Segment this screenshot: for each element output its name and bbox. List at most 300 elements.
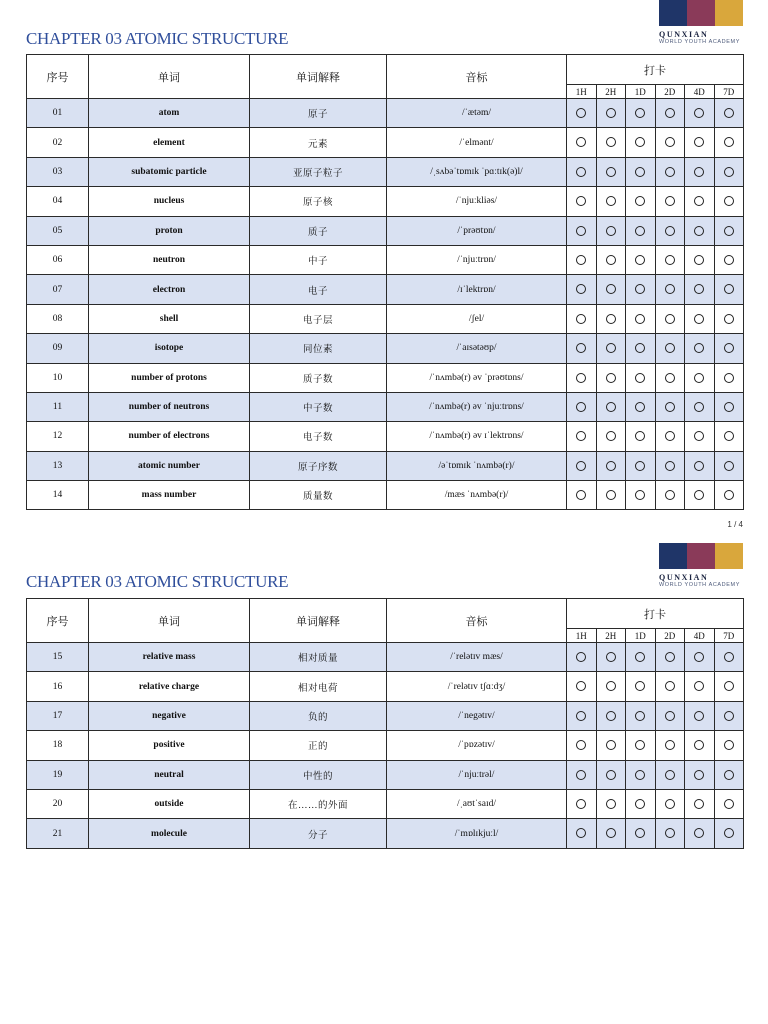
checkin-circle-icon[interactable] bbox=[724, 652, 734, 662]
row-meaning: 质量数 bbox=[250, 481, 387, 510]
checkin-circle-icon[interactable] bbox=[694, 740, 704, 750]
checkin-cell[interactable] bbox=[567, 275, 597, 304]
checkin-cell[interactable] bbox=[596, 128, 626, 157]
checkin-circle-icon[interactable] bbox=[606, 740, 616, 750]
checkin-cell[interactable] bbox=[626, 216, 656, 245]
checkin-circle-icon[interactable] bbox=[606, 828, 616, 838]
checkin-circle-icon[interactable] bbox=[606, 196, 616, 206]
checkin-cell[interactable] bbox=[714, 128, 744, 157]
checkin-circle-icon[interactable] bbox=[576, 828, 586, 838]
checkin-cell[interactable] bbox=[685, 701, 715, 730]
checkin-circle-icon[interactable] bbox=[694, 828, 704, 838]
checkin-circle-icon[interactable] bbox=[694, 314, 704, 324]
checkin-circle-icon[interactable] bbox=[694, 196, 704, 206]
checkin-cell[interactable] bbox=[626, 819, 656, 848]
checkin-cell[interactable] bbox=[626, 643, 656, 672]
checkin-cell[interactable] bbox=[596, 187, 626, 216]
checkin-circle-icon[interactable] bbox=[724, 167, 734, 177]
checkin-circle-icon[interactable] bbox=[694, 431, 704, 441]
checkin-cell[interactable] bbox=[714, 701, 744, 730]
checkin-cell[interactable] bbox=[685, 334, 715, 363]
checkin-circle-icon[interactable] bbox=[724, 284, 734, 294]
checkin-cell[interactable] bbox=[567, 392, 597, 421]
checkin-circle-icon[interactable] bbox=[694, 255, 704, 265]
checkin-cell[interactable] bbox=[596, 789, 626, 818]
checkin-circle-icon[interactable] bbox=[635, 255, 645, 265]
checkin-cell[interactable] bbox=[567, 819, 597, 848]
checkin-circle-icon[interactable] bbox=[635, 226, 645, 236]
checkin-circle-icon[interactable] bbox=[576, 740, 586, 750]
row-index: 10 bbox=[27, 363, 89, 392]
checkin-cell[interactable] bbox=[655, 245, 685, 274]
checkin-cell[interactable] bbox=[655, 731, 685, 760]
col-header-meaning: 单词解释 bbox=[250, 55, 387, 99]
checkin-circle-icon[interactable] bbox=[694, 681, 704, 691]
checkin-cell[interactable] bbox=[685, 275, 715, 304]
checkin-cell[interactable] bbox=[626, 392, 656, 421]
checkin-circle-icon[interactable] bbox=[635, 770, 645, 780]
checkin-cell[interactable] bbox=[567, 672, 597, 701]
table-row bbox=[27, 672, 744, 701]
row-word: molecule bbox=[89, 819, 250, 848]
checkin-circle-icon[interactable] bbox=[635, 828, 645, 838]
checkin-cell[interactable] bbox=[626, 334, 656, 363]
checkin-circle-icon[interactable] bbox=[635, 490, 645, 500]
checkin-circle-icon[interactable] bbox=[665, 770, 675, 780]
checkin-circle-icon[interactable] bbox=[724, 137, 734, 147]
checkin-cell[interactable] bbox=[626, 304, 656, 333]
checkin-cell[interactable] bbox=[596, 672, 626, 701]
checkin-circle-icon[interactable] bbox=[665, 196, 675, 206]
checkin-cell[interactable] bbox=[567, 643, 597, 672]
checkin-circle-icon[interactable] bbox=[576, 226, 586, 236]
checkin-cell[interactable] bbox=[685, 187, 715, 216]
checkin-cell[interactable] bbox=[596, 643, 626, 672]
checkin-circle-icon[interactable] bbox=[635, 681, 645, 691]
checkin-circle-icon[interactable] bbox=[635, 799, 645, 809]
row-word: number of electrons bbox=[89, 422, 250, 451]
checkin-cell[interactable] bbox=[626, 760, 656, 789]
checkin-cell[interactable] bbox=[655, 304, 685, 333]
checkin-circle-icon[interactable] bbox=[694, 490, 704, 500]
checkin-cell[interactable] bbox=[655, 422, 685, 451]
checkin-circle-icon[interactable] bbox=[665, 373, 675, 383]
checkin-circle-icon[interactable] bbox=[665, 461, 675, 471]
checkin-circle-icon[interactable] bbox=[606, 373, 616, 383]
checkin-circle-icon[interactable] bbox=[606, 167, 616, 177]
vocab-page-2 bbox=[0, 543, 768, 1024]
checkin-circle-icon[interactable] bbox=[635, 652, 645, 662]
checkin-circle-icon[interactable] bbox=[724, 828, 734, 838]
checkin-cell[interactable] bbox=[596, 451, 626, 480]
checkin-cell[interactable] bbox=[596, 304, 626, 333]
checkin-cell[interactable] bbox=[655, 643, 685, 672]
checkin-cell[interactable] bbox=[685, 643, 715, 672]
checkin-cell[interactable] bbox=[714, 334, 744, 363]
checkin-cell[interactable] bbox=[685, 245, 715, 274]
checkin-cell[interactable] bbox=[567, 245, 597, 274]
checkin-cell[interactable] bbox=[567, 789, 597, 818]
checkin-cell[interactable] bbox=[596, 701, 626, 730]
checkin-circle-icon[interactable] bbox=[606, 343, 616, 353]
checkin-circle-icon[interactable] bbox=[665, 652, 675, 662]
checkin-circle-icon[interactable] bbox=[635, 284, 645, 294]
row-word: isotope bbox=[89, 334, 250, 363]
checkin-cell[interactable] bbox=[596, 216, 626, 245]
checkin-cell[interactable] bbox=[596, 819, 626, 848]
checkin-circle-icon[interactable] bbox=[694, 461, 704, 471]
checkin-circle-icon[interactable] bbox=[665, 828, 675, 838]
checkin-circle-icon[interactable] bbox=[724, 373, 734, 383]
checkin-cell[interactable] bbox=[714, 672, 744, 701]
checkin-circle-icon[interactable] bbox=[724, 226, 734, 236]
row-phonetic: /mæs ˈnʌmbə(r)/ bbox=[387, 481, 567, 510]
checkin-cell[interactable] bbox=[626, 245, 656, 274]
logo-bar-navy bbox=[659, 0, 687, 26]
checkin-circle-icon[interactable] bbox=[606, 770, 616, 780]
checkin-circle-icon[interactable] bbox=[635, 431, 645, 441]
checkin-circle-icon[interactable] bbox=[576, 196, 586, 206]
checkin-cell[interactable] bbox=[714, 157, 744, 186]
checkin-circle-icon[interactable] bbox=[576, 167, 586, 177]
checkin-cell[interactable] bbox=[567, 760, 597, 789]
checkin-circle-icon[interactable] bbox=[724, 343, 734, 353]
checkin-cell[interactable] bbox=[626, 422, 656, 451]
checkin-circle-icon[interactable] bbox=[665, 490, 675, 500]
checkin-circle-icon[interactable] bbox=[576, 770, 586, 780]
checkin-circle-icon[interactable] bbox=[724, 490, 734, 500]
checkin-cell[interactable] bbox=[626, 701, 656, 730]
check-label: 2H bbox=[596, 85, 626, 99]
row-word: positive bbox=[89, 731, 250, 760]
checkin-cell[interactable] bbox=[655, 99, 685, 128]
checkin-cell[interactable] bbox=[596, 481, 626, 510]
checkin-cell[interactable] bbox=[714, 99, 744, 128]
checkin-cell[interactable] bbox=[685, 128, 715, 157]
checkin-circle-icon[interactable] bbox=[635, 343, 645, 353]
checkin-cell[interactable] bbox=[567, 363, 597, 392]
checkin-cell[interactable] bbox=[714, 731, 744, 760]
logo-bar-plum bbox=[687, 0, 715, 26]
checkin-circle-icon[interactable] bbox=[606, 461, 616, 471]
checkin-circle-icon[interactable] bbox=[606, 284, 616, 294]
checkin-cell[interactable] bbox=[655, 334, 685, 363]
checkin-cell[interactable] bbox=[567, 157, 597, 186]
checkin-circle-icon[interactable] bbox=[724, 255, 734, 265]
checkin-cell[interactable] bbox=[596, 275, 626, 304]
checkin-circle-icon[interactable] bbox=[694, 167, 704, 177]
checkin-circle-icon[interactable] bbox=[665, 284, 675, 294]
row-meaning: 中子 bbox=[250, 245, 387, 274]
checkin-circle-icon[interactable] bbox=[635, 167, 645, 177]
checkin-cell[interactable] bbox=[655, 451, 685, 480]
row-index: 05 bbox=[27, 216, 89, 245]
checkin-circle-icon[interactable] bbox=[665, 711, 675, 721]
checkin-circle-icon[interactable] bbox=[635, 740, 645, 750]
checkin-cell[interactable] bbox=[626, 481, 656, 510]
checkin-cell[interactable] bbox=[714, 481, 744, 510]
table-row bbox=[27, 422, 744, 451]
checkin-cell[interactable] bbox=[685, 672, 715, 701]
checkin-cell[interactable] bbox=[685, 216, 715, 245]
checkin-cell[interactable] bbox=[714, 819, 744, 848]
row-meaning: 质子 bbox=[250, 216, 387, 245]
checkin-cell[interactable] bbox=[596, 334, 626, 363]
check-label: 2D bbox=[655, 85, 685, 99]
checkin-cell[interactable] bbox=[655, 187, 685, 216]
checkin-cell[interactable] bbox=[567, 451, 597, 480]
checkin-circle-icon[interactable] bbox=[694, 373, 704, 383]
checkin-circle-icon[interactable] bbox=[665, 108, 675, 118]
checkin-circle-icon[interactable] bbox=[694, 652, 704, 662]
row-meaning: 原子序数 bbox=[250, 451, 387, 480]
checkin-cell[interactable] bbox=[655, 701, 685, 730]
checkin-circle-icon[interactable] bbox=[665, 137, 675, 147]
checkin-cell[interactable] bbox=[714, 304, 744, 333]
row-index: 16 bbox=[27, 672, 89, 701]
logo-color-bars bbox=[659, 0, 743, 26]
checkin-cell[interactable] bbox=[714, 760, 744, 789]
checkin-cell[interactable] bbox=[626, 157, 656, 186]
checkin-circle-icon[interactable] bbox=[576, 255, 586, 265]
checkin-circle-icon[interactable] bbox=[635, 711, 645, 721]
checkin-cell[interactable] bbox=[626, 789, 656, 818]
checkin-circle-icon[interactable] bbox=[665, 740, 675, 750]
checkin-circle-icon[interactable] bbox=[606, 799, 616, 809]
checkin-circle-icon[interactable] bbox=[724, 711, 734, 721]
table-row bbox=[27, 245, 744, 274]
checkin-circle-icon[interactable] bbox=[694, 711, 704, 721]
checkin-cell[interactable] bbox=[685, 789, 715, 818]
checkin-circle-icon[interactable] bbox=[694, 799, 704, 809]
checkin-cell[interactable] bbox=[567, 701, 597, 730]
check-label: 1H bbox=[567, 629, 597, 643]
checkin-circle-icon[interactable] bbox=[694, 108, 704, 118]
checkin-circle-icon[interactable] bbox=[606, 226, 616, 236]
checkin-circle-icon[interactable] bbox=[694, 770, 704, 780]
checkin-cell[interactable] bbox=[714, 789, 744, 818]
row-index: 21 bbox=[27, 819, 89, 848]
checkin-circle-icon[interactable] bbox=[576, 681, 586, 691]
checkin-cell[interactable] bbox=[626, 128, 656, 157]
checkin-circle-icon[interactable] bbox=[576, 343, 586, 353]
checkin-cell[interactable] bbox=[596, 731, 626, 760]
checkin-circle-icon[interactable] bbox=[576, 108, 586, 118]
checkin-circle-icon[interactable] bbox=[576, 373, 586, 383]
row-word: electron bbox=[89, 275, 250, 304]
checkin-circle-icon[interactable] bbox=[724, 402, 734, 412]
checkin-circle-icon[interactable] bbox=[576, 314, 586, 324]
checkin-circle-icon[interactable] bbox=[576, 284, 586, 294]
checkin-cell[interactable] bbox=[685, 363, 715, 392]
checkin-circle-icon[interactable] bbox=[724, 431, 734, 441]
checkin-cell[interactable] bbox=[714, 275, 744, 304]
checkin-circle-icon[interactable] bbox=[665, 343, 675, 353]
checkin-cell[interactable] bbox=[685, 819, 715, 848]
checkin-circle-icon[interactable] bbox=[606, 402, 616, 412]
checkin-cell[interactable] bbox=[685, 99, 715, 128]
checkin-cell[interactable] bbox=[655, 760, 685, 789]
check-label: 2D bbox=[655, 629, 685, 643]
checkin-circle-icon[interactable] bbox=[665, 431, 675, 441]
checkin-cell[interactable] bbox=[714, 187, 744, 216]
table-row bbox=[27, 304, 744, 333]
checkin-cell[interactable] bbox=[655, 275, 685, 304]
checkin-cell[interactable] bbox=[596, 760, 626, 789]
checkin-cell[interactable] bbox=[596, 363, 626, 392]
checkin-cell[interactable] bbox=[626, 275, 656, 304]
col-header-checkin: 打卡 bbox=[567, 599, 744, 629]
checkin-circle-icon[interactable] bbox=[694, 284, 704, 294]
checkin-cell[interactable] bbox=[685, 481, 715, 510]
table-row bbox=[27, 760, 744, 789]
col-header-index: 序号 bbox=[27, 55, 89, 99]
checkin-circle-icon[interactable] bbox=[576, 490, 586, 500]
checkin-cell[interactable] bbox=[685, 157, 715, 186]
checkin-cell[interactable] bbox=[655, 672, 685, 701]
row-word: number of neutrons bbox=[89, 392, 250, 421]
checkin-cell[interactable] bbox=[655, 819, 685, 848]
checkin-cell[interactable] bbox=[567, 422, 597, 451]
checkin-cell[interactable] bbox=[714, 245, 744, 274]
checkin-cell[interactable] bbox=[596, 99, 626, 128]
checkin-cell[interactable] bbox=[567, 731, 597, 760]
checkin-circle-icon[interactable] bbox=[635, 108, 645, 118]
checkin-circle-icon[interactable] bbox=[724, 681, 734, 691]
checkin-circle-icon[interactable] bbox=[576, 402, 586, 412]
checkin-circle-icon[interactable] bbox=[606, 431, 616, 441]
checkin-circle-icon[interactable] bbox=[606, 314, 616, 324]
checkin-circle-icon[interactable] bbox=[694, 137, 704, 147]
checkin-circle-icon[interactable] bbox=[606, 490, 616, 500]
checkin-cell[interactable] bbox=[685, 392, 715, 421]
checkin-cell[interactable] bbox=[567, 99, 597, 128]
checkin-circle-icon[interactable] bbox=[694, 402, 704, 412]
check-label: 4D bbox=[685, 629, 715, 643]
checkin-cell[interactable] bbox=[714, 643, 744, 672]
checkin-circle-icon[interactable] bbox=[724, 314, 734, 324]
checkin-cell[interactable] bbox=[596, 422, 626, 451]
row-index: 02 bbox=[27, 128, 89, 157]
checkin-cell[interactable] bbox=[626, 363, 656, 392]
checkin-cell[interactable] bbox=[596, 157, 626, 186]
checkin-circle-icon[interactable] bbox=[665, 402, 675, 412]
chapter-title: CHAPTER 03 ATOMIC STRUCTURE bbox=[26, 29, 289, 48]
row-word: nucleus bbox=[89, 187, 250, 216]
checkin-cell[interactable] bbox=[685, 760, 715, 789]
checkin-circle-icon[interactable] bbox=[694, 226, 704, 236]
row-word: relative charge bbox=[89, 672, 250, 701]
table-row bbox=[27, 275, 744, 304]
checkin-cell[interactable] bbox=[655, 128, 685, 157]
checkin-cell[interactable] bbox=[714, 363, 744, 392]
checkin-circle-icon[interactable] bbox=[635, 373, 645, 383]
table-row bbox=[27, 157, 744, 186]
checkin-circle-icon[interactable] bbox=[665, 167, 675, 177]
checkin-cell[interactable] bbox=[655, 481, 685, 510]
checkin-circle-icon[interactable] bbox=[724, 108, 734, 118]
checkin-circle-icon[interactable] bbox=[576, 431, 586, 441]
checkin-cell[interactable] bbox=[655, 392, 685, 421]
checkin-circle-icon[interactable] bbox=[694, 343, 704, 353]
checkin-cell[interactable] bbox=[626, 672, 656, 701]
checkin-cell[interactable] bbox=[685, 731, 715, 760]
checkin-cell[interactable] bbox=[655, 789, 685, 818]
checkin-circle-icon[interactable] bbox=[606, 652, 616, 662]
checkin-circle-icon[interactable] bbox=[724, 461, 734, 471]
checkin-cell[interactable] bbox=[567, 128, 597, 157]
checkin-circle-icon[interactable] bbox=[665, 799, 675, 809]
checkin-cell[interactable] bbox=[685, 422, 715, 451]
checkin-cell[interactable] bbox=[567, 481, 597, 510]
row-meaning: 相对质量 bbox=[250, 643, 387, 672]
checkin-cell[interactable] bbox=[655, 363, 685, 392]
checkin-circle-icon[interactable] bbox=[665, 681, 675, 691]
checkin-cell[interactable] bbox=[655, 157, 685, 186]
checkin-circle-icon[interactable] bbox=[724, 740, 734, 750]
checkin-cell[interactable] bbox=[567, 187, 597, 216]
row-phonetic: /ˈprəʊtɒn/ bbox=[387, 216, 567, 245]
check-label: 1H bbox=[567, 85, 597, 99]
checkin-cell[interactable] bbox=[567, 334, 597, 363]
checkin-circle-icon[interactable] bbox=[606, 108, 616, 118]
checkin-cell[interactable] bbox=[626, 187, 656, 216]
row-phonetic: /ɪˈlektrɒn/ bbox=[387, 275, 567, 304]
checkin-circle-icon[interactable] bbox=[606, 711, 616, 721]
checkin-cell[interactable] bbox=[596, 245, 626, 274]
vocab-table bbox=[26, 598, 744, 849]
checkin-circle-icon[interactable] bbox=[576, 461, 586, 471]
checkin-cell[interactable] bbox=[567, 304, 597, 333]
row-word: neutral bbox=[89, 760, 250, 789]
checkin-circle-icon[interactable] bbox=[576, 137, 586, 147]
checkin-cell[interactable] bbox=[714, 392, 744, 421]
checkin-circle-icon[interactable] bbox=[724, 196, 734, 206]
row-meaning: 质子数 bbox=[250, 363, 387, 392]
checkin-circle-icon[interactable] bbox=[665, 314, 675, 324]
table-row bbox=[27, 643, 744, 672]
checkin-cell[interactable] bbox=[596, 392, 626, 421]
checkin-circle-icon[interactable] bbox=[724, 770, 734, 780]
checkin-circle-icon[interactable] bbox=[635, 196, 645, 206]
checkin-circle-icon[interactable] bbox=[635, 314, 645, 324]
checkin-cell[interactable] bbox=[655, 216, 685, 245]
checkin-cell[interactable] bbox=[567, 216, 597, 245]
checkin-cell[interactable] bbox=[626, 731, 656, 760]
checkin-circle-icon[interactable] bbox=[576, 652, 586, 662]
checkin-circle-icon[interactable] bbox=[665, 226, 675, 236]
checkin-cell[interactable] bbox=[626, 451, 656, 480]
checkin-circle-icon[interactable] bbox=[635, 402, 645, 412]
checkin-cell[interactable] bbox=[714, 422, 744, 451]
checkin-circle-icon[interactable] bbox=[576, 799, 586, 809]
col-header-word: 单词 bbox=[89, 55, 250, 99]
checkin-circle-icon[interactable] bbox=[606, 255, 616, 265]
checkin-cell[interactable] bbox=[685, 451, 715, 480]
checkin-circle-icon[interactable] bbox=[665, 255, 675, 265]
checkin-cell[interactable] bbox=[685, 304, 715, 333]
checkin-circle-icon[interactable] bbox=[724, 799, 734, 809]
checkin-circle-icon[interactable] bbox=[606, 137, 616, 147]
checkin-circle-icon[interactable] bbox=[576, 711, 586, 721]
checkin-cell[interactable] bbox=[714, 451, 744, 480]
checkin-circle-icon[interactable] bbox=[606, 681, 616, 691]
checkin-circle-icon[interactable] bbox=[635, 461, 645, 471]
checkin-cell[interactable] bbox=[626, 99, 656, 128]
row-index: 08 bbox=[27, 304, 89, 333]
checkin-cell[interactable] bbox=[714, 216, 744, 245]
checkin-circle-icon[interactable] bbox=[635, 137, 645, 147]
